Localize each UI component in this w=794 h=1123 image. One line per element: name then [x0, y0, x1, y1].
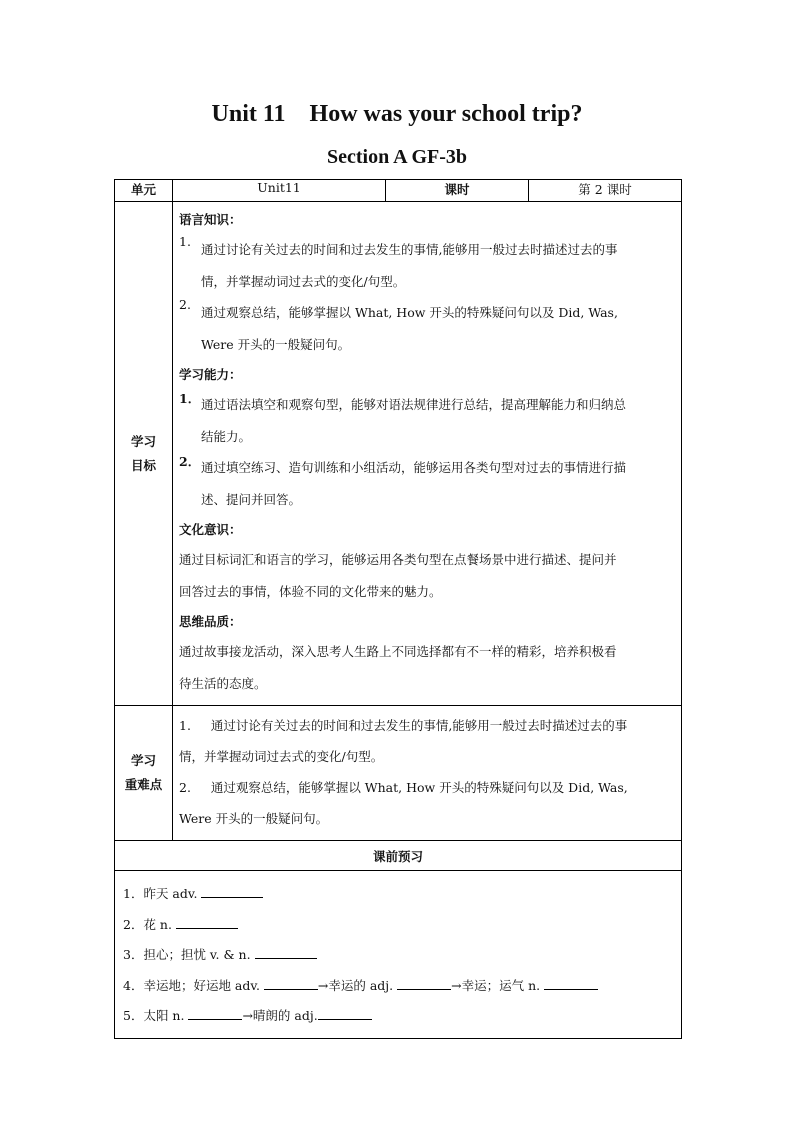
preview-line	[123, 971, 673, 1002]
section-heading: 文化意识：	[179, 522, 242, 537]
answer-blank[interactable]	[397, 977, 451, 990]
objectives-label-line2: 目标	[130, 457, 156, 473]
item-number: 1．	[179, 391, 201, 406]
unit-value: Unit11	[173, 180, 386, 202]
lesson-value: 第 2 课时	[529, 180, 682, 202]
unit-label: 单元	[115, 180, 173, 202]
item-number: 2.	[179, 297, 191, 312]
item-text: 通过观察总结，能够掌握以 What, How 开头的特殊疑问句以及 Did, Was,	[201, 305, 618, 320]
difficulties-label	[115, 706, 173, 841]
header-row	[115, 180, 682, 202]
difficulties-label-line1: 学习	[130, 753, 156, 768]
item-text: 通过讨论有关过去的时间和过去发生的事情,能够用一般过去时描述过去的事	[210, 718, 628, 733]
preview-text: 5．太阳 n.	[123, 1008, 189, 1023]
section-heading: 语言知识：	[179, 212, 242, 227]
difficulties-row	[115, 706, 682, 841]
preview-content	[115, 871, 682, 1039]
item-text: 述、提问并回答。	[201, 491, 302, 507]
item-text: Were 开头的一般疑问句。	[201, 336, 351, 352]
objectives-content	[173, 202, 682, 706]
paragraph-line	[179, 710, 675, 741]
preview-text: →幸运；运气 n.	[451, 977, 545, 993]
paragraph-line	[179, 772, 675, 803]
paragraph-line: 情，并掌握动词过去式的变化/句型。	[179, 749, 384, 764]
preview-text: →晴朗的 adj.	[242, 1008, 318, 1023]
answer-blank[interactable]	[264, 977, 318, 990]
lesson-plan-table	[114, 179, 682, 1039]
list-item	[179, 234, 675, 297]
preview-row	[115, 871, 682, 1039]
item-text: 通过语法填空和观察句型，能够对语法规律进行总结，提高理解能力和归纳总	[201, 397, 627, 412]
answer-blank[interactable]	[176, 916, 238, 929]
answer-blank[interactable]	[318, 1007, 372, 1020]
item-number: 1.	[179, 234, 191, 249]
preview-header-row	[115, 841, 682, 871]
paragraph-line: Were 开头的一般疑问句。	[179, 811, 329, 826]
preview-text: 1．昨天 adv.	[123, 886, 202, 901]
list-item	[179, 452, 675, 515]
item-text: 通过观察总结，能够掌握以 What, How 开头的特殊疑问句以及 Did, Was,	[210, 780, 628, 795]
item-number: 1.	[179, 718, 191, 733]
difficulties-label-line2: 重难点	[124, 777, 163, 792]
preview-heading: 课前预习	[115, 841, 682, 871]
paragraph-line: 通过目标词汇和语言的学习，能够运用各类句型在点餐场景中进行描述、提问并	[179, 552, 617, 567]
section-heading: 学习能力：	[179, 367, 242, 382]
paragraph-line: 回答过去的事情，体验不同的文化带来的魅力。	[179, 583, 442, 599]
list-item	[179, 389, 675, 452]
item-text: 通过填空练习、造句训练和小组活动，能够运用各类句型对过去的事情进行描	[201, 460, 627, 475]
answer-blank[interactable]	[188, 1007, 242, 1020]
preview-line	[123, 1001, 673, 1032]
item-number: 2.	[179, 780, 191, 795]
difficulties-content	[173, 706, 682, 841]
preview-text: 2．花 n.	[123, 916, 176, 932]
preview-text: →幸运的 adj.	[317, 977, 398, 993]
item-number: 2．	[179, 454, 201, 469]
item-text: 通过讨论有关过去的时间和过去发生的事情,能够用一般过去时描述过去的事	[201, 242, 618, 257]
objectives-label	[115, 202, 173, 706]
section-heading: 思维品质：	[179, 614, 242, 629]
preview-text: 4．幸运地；好运地 adv.	[123, 977, 264, 993]
preview-line	[123, 879, 673, 910]
preview-line	[123, 940, 673, 971]
answer-blank[interactable]	[255, 946, 317, 959]
item-text: 情，并掌握动词过去式的变化/句型。	[201, 273, 406, 289]
page-title: Unit 11 How was your school trip?	[211, 101, 583, 127]
lesson-label: 课时	[386, 180, 529, 202]
page-subtitle: Section A GF-3b	[326, 146, 467, 168]
list-item	[179, 297, 675, 360]
answer-blank[interactable]	[544, 977, 598, 990]
objectives-row	[115, 202, 682, 706]
preview-line	[123, 910, 673, 941]
item-text: 结能力。	[201, 428, 252, 444]
paragraph-line: 通过故事接龙活动，深入思考人生路上不同选择都有不一样的精彩，培养积极看	[179, 644, 617, 659]
paragraph-line: 待生活的态度。	[179, 675, 267, 691]
answer-blank[interactable]	[201, 885, 263, 898]
preview-text: 3．担心；担忧 v. & n.	[123, 947, 255, 962]
objectives-label-line1: 学习	[130, 433, 156, 449]
